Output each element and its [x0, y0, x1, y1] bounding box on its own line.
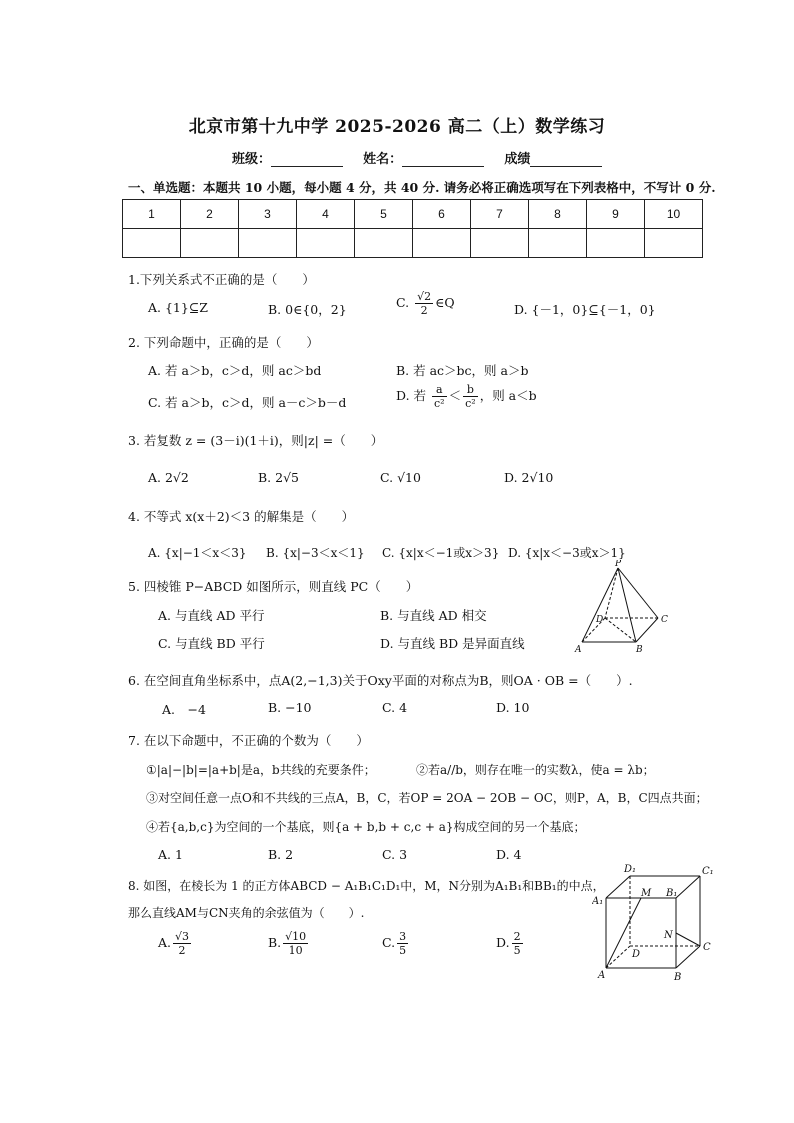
- q8-option-d: [496, 930, 525, 957]
- q8-c-den: 5: [399, 944, 407, 957]
- answer-table: [122, 199, 703, 258]
- score-blank[interactable]: [530, 152, 602, 167]
- q5-option-d: D. 与直线 BD 是异面直线: [380, 636, 525, 651]
- q7-option-a: A. 1: [158, 847, 183, 862]
- answer-table-number-8: 8: [529, 200, 587, 229]
- q6-stem: 6. 在空间直角坐标系中，点A(2,−1,3)关于Oxy平面的对称点为B，则OA · OB =（ ）.: [128, 673, 633, 688]
- label-d: D: [596, 615, 604, 625]
- q2-d-lt: ＜: [448, 388, 462, 403]
- answer-cell-10[interactable]: [645, 229, 703, 258]
- answer-table-header-row: [123, 200, 703, 229]
- q2-stem: 2. 下列命题中，正确的是（ ）: [128, 335, 319, 350]
- answer-table-number-7: 7: [471, 200, 529, 229]
- label-a1: A₁: [592, 896, 604, 907]
- q6-option-c: C. 4: [382, 700, 408, 715]
- q1-option-c-rest: ∈Q: [435, 295, 455, 310]
- q2-option-d: [396, 383, 537, 410]
- q7-option-d: D. 4: [496, 847, 522, 862]
- q1-c-denominator: 2: [420, 304, 428, 317]
- edge-pd: [605, 568, 618, 618]
- q8-option-a: [158, 930, 193, 957]
- q8-a-label: A.: [158, 935, 172, 950]
- answer-cell-1[interactable]: [123, 229, 181, 258]
- section-heading-1: 一、单选题：本题共 10 小题，每小题 4 分，共 40 分. 请务必将正确选项写在下列表格中，不写计 0 分.: [128, 180, 716, 195]
- q8-b-num: √10: [285, 930, 307, 943]
- q1-option-b: B. 0∈{0，2}: [268, 302, 347, 317]
- q8-b-fraction: [283, 930, 308, 957]
- edge-a1d1: [606, 876, 630, 898]
- q7-option-b: B. 2: [268, 847, 294, 862]
- label-b: B: [636, 645, 643, 655]
- answer-table-number-6: 6: [413, 200, 471, 229]
- q2-option-d-rest: ，则 a＜b: [479, 388, 537, 403]
- class-blank[interactable]: [271, 152, 343, 167]
- page-title: 北京市第十九中学 2025-2026 高二（上）数学练习: [188, 117, 606, 137]
- answer-table-number-4: 4: [297, 200, 355, 229]
- q8-b-label: B.: [268, 935, 282, 950]
- q8-d-fraction: [512, 930, 523, 957]
- q4-option-b: B. {x|−3＜x＜1}: [266, 546, 365, 560]
- cube-figure: [592, 860, 722, 985]
- edge-c1b1: [676, 876, 700, 898]
- q6-option-b: B. −10: [268, 700, 312, 715]
- q8-c-fraction: [397, 930, 408, 957]
- label-d: D: [632, 949, 641, 960]
- edge-ad: [606, 946, 630, 968]
- edge-pa: [582, 568, 618, 642]
- q2-d-fraction-2: [463, 383, 478, 410]
- q2-d-fraction-1: [432, 383, 447, 410]
- name-blank[interactable]: [402, 152, 484, 167]
- edge-bc: [636, 618, 658, 642]
- q4-option-d: D. {x|x＜−3或x＞1}: [508, 546, 626, 560]
- q1-c-numerator: √2: [417, 290, 432, 303]
- q2-d-den-2: c²: [465, 397, 476, 410]
- q8-stem-line-1: 8. 如图，在棱长为 1 的正方体ABCD − A₁B₁C₁D₁中，M，N分别为A₁B₁和BB₁的中点，: [128, 879, 605, 893]
- answer-table-answer-row: [123, 229, 703, 258]
- segment-cn: [676, 933, 700, 946]
- q2-option-b: B. 若 ac＞bc，则 a＞b: [396, 363, 529, 378]
- class-label: 班级：: [232, 152, 272, 167]
- q1-option-d: D. {－1，0}⊆{－1，0}: [514, 302, 656, 317]
- answer-cell-8[interactable]: [529, 229, 587, 258]
- q3-stem: 3. 若复数 z = (3－i)(1＋i)，则|z| =（ ）: [128, 433, 384, 448]
- label-n: N: [664, 930, 673, 941]
- q3-option-d: D. 2√10: [504, 470, 554, 485]
- q4-stem: 4. 不等式 x(x＋2)＜3 的解集是（ ）: [128, 509, 355, 524]
- q6-option-d: D. 10: [496, 700, 530, 715]
- name-label: 姓名：: [363, 152, 403, 167]
- answer-cell-7[interactable]: [471, 229, 529, 258]
- q1-option-c-fraction: [415, 290, 433, 317]
- q2-d-num-2: b: [463, 383, 478, 397]
- label-p: P: [615, 560, 622, 569]
- label-b: B: [674, 972, 682, 983]
- q8-d-label: D.: [496, 935, 510, 950]
- q8-a-num: √3: [175, 930, 190, 943]
- answer-table-number-2: 2: [181, 200, 239, 229]
- answer-cell-2[interactable]: [181, 229, 239, 258]
- q7-statement-2: ②若a//b，则存在唯一的实数λ，使a = λb；: [416, 763, 655, 777]
- label-a: A: [575, 645, 582, 655]
- answer-cell-9[interactable]: [587, 229, 645, 258]
- q3-option-c: C. √10: [380, 470, 421, 485]
- q8-c-label: C.: [382, 935, 396, 950]
- answer-table-number-10: 10: [645, 200, 703, 229]
- q8-d-den: 5: [513, 944, 521, 957]
- answer-table-number-9: 9: [587, 200, 645, 229]
- q8-stem-line-2: 那么直线AM与CN夹角的余弦值为（ ）.: [128, 906, 365, 920]
- q3-option-b: B. 2√5: [258, 470, 300, 485]
- label-m: M: [641, 888, 652, 899]
- score-label: 成绩: [504, 152, 531, 167]
- q8-option-b: [268, 930, 310, 957]
- q5-option-a: A. 与直线 AD 平行: [158, 608, 265, 623]
- q5-option-c: C. 与直线 BD 平行: [158, 636, 265, 651]
- q1-stem: 1.下列关系式不正确的是（ ）: [128, 272, 315, 287]
- q8-a-den: 2: [178, 944, 186, 957]
- label-d1: D₁: [624, 864, 637, 875]
- q5-option-b: B. 与直线 AD 相交: [380, 608, 487, 623]
- q8-c-num: 3: [399, 930, 407, 943]
- q4-option-c: C. {x|x＜−1或x＞3}: [382, 546, 500, 560]
- q8-option-c: [382, 930, 410, 957]
- q7-stem: 7. 在以下命题中，不正确的个数为（ ）: [128, 733, 369, 748]
- label-a: A: [598, 970, 606, 981]
- q3-option-a: A. 2√2: [148, 470, 189, 485]
- q8-a-fraction: [173, 930, 191, 957]
- answer-table-number-5: 5: [355, 200, 413, 229]
- label-c1: C₁: [702, 866, 714, 877]
- q1-option-c: [396, 290, 455, 317]
- q7-option-c: C. 3: [382, 847, 408, 862]
- answer-cell-5[interactable]: [355, 229, 413, 258]
- pyramid-figure: [572, 560, 682, 660]
- edge-cb: [676, 946, 700, 968]
- q2-d-num-1: a: [432, 383, 447, 397]
- label-c: C: [703, 942, 711, 953]
- q6-option-a: A. −4: [162, 702, 206, 717]
- answer-cell-4[interactable]: [297, 229, 355, 258]
- label-c: C: [661, 615, 668, 625]
- q8-b-den: 10: [288, 944, 303, 957]
- answer-cell-3[interactable]: [239, 229, 297, 258]
- answer-table-number-3: 3: [239, 200, 297, 229]
- q1-option-c-label: C.: [396, 295, 410, 310]
- q2-option-a: A. 若 a＞b，c＞d，则 ac＞bd: [148, 363, 322, 378]
- answer-table-number-1: 1: [123, 200, 181, 229]
- q4-option-a: A. {x|−1＜x＜3}: [148, 546, 247, 560]
- q7-statement-3: ③对空间任意一点O和不共线的三点A，B，C，若OP = 2OA − 2OB − OC，则P，A，B，C四点共面；: [146, 791, 708, 805]
- student-info-row: [232, 148, 618, 167]
- q2-d-den-1: c²: [434, 397, 445, 410]
- answer-cell-6[interactable]: [413, 229, 471, 258]
- label-b1: B₁: [666, 888, 678, 899]
- q7-statement-1: ①|a|−|b|=|a+b|是a，b共线的充要条件；: [146, 763, 376, 777]
- q2-option-d-label: D. 若: [396, 388, 427, 403]
- q8-d-num: 2: [513, 930, 521, 943]
- q7-statement-4: ④若{a,b,c}为空间的一个基底，则{a + b,b + c,c + a}构成空间的另一个基底；: [146, 820, 586, 834]
- q1-option-a: A. {1}⊆Z: [148, 300, 208, 315]
- q5-stem: 5. 四棱锥 P−ABCD 如图所示，则直线 PC（ ）: [128, 579, 419, 594]
- q2-option-c: C. 若 a＞b，c＞d，则 a－c＞b－d: [148, 395, 347, 410]
